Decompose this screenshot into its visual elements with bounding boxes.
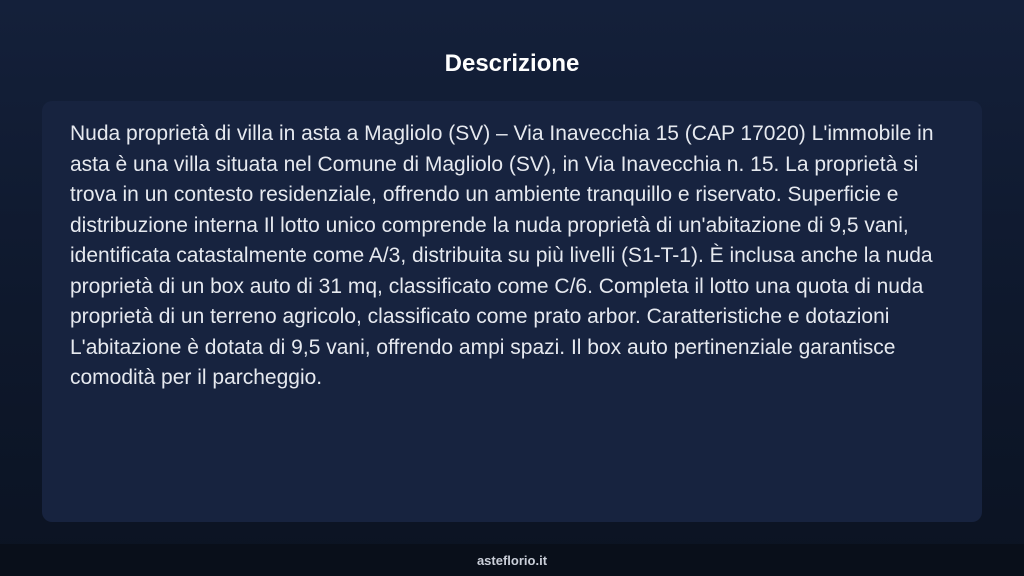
footer-site-link[interactable]: asteflorio.it: [476, 552, 548, 568]
page-title: Descrizione: [444, 50, 580, 77]
description-text: Nuda proprietà di villa in asta a Magliolo (SV) – Via Inavecchia 15 (CAP 17020) L'immobile in asta è una villa situata nel Comune di Magliolo (SV), in Via Inavecchia n. 15. La proprietà si trova in un contesto residenziale, offrendo un ambiente tranquillo e riservato. Superficie e distribuzione interna Il lotto unico comprende la nuda proprietà di un'abitazione di 9,5 vani, identificata catastalmente come A/3, distribuita su più livelli (S1-T-1). È inclusa anche la nuda proprietà di un box auto di 31 mq, classificato come C/6. Completa il lotto una quota di nuda proprietà di un terreno agricolo, classificato come prato arbor. Caratteristiche e dotazioni L'abitazione è dotata di 9,5 vani, offrendo ampi spazi. Il box auto pertinenziale garantisce comodità per il parcheggio.: [70, 122, 934, 389]
footer: [0, 544, 1024, 576]
description-card: [42, 101, 982, 522]
